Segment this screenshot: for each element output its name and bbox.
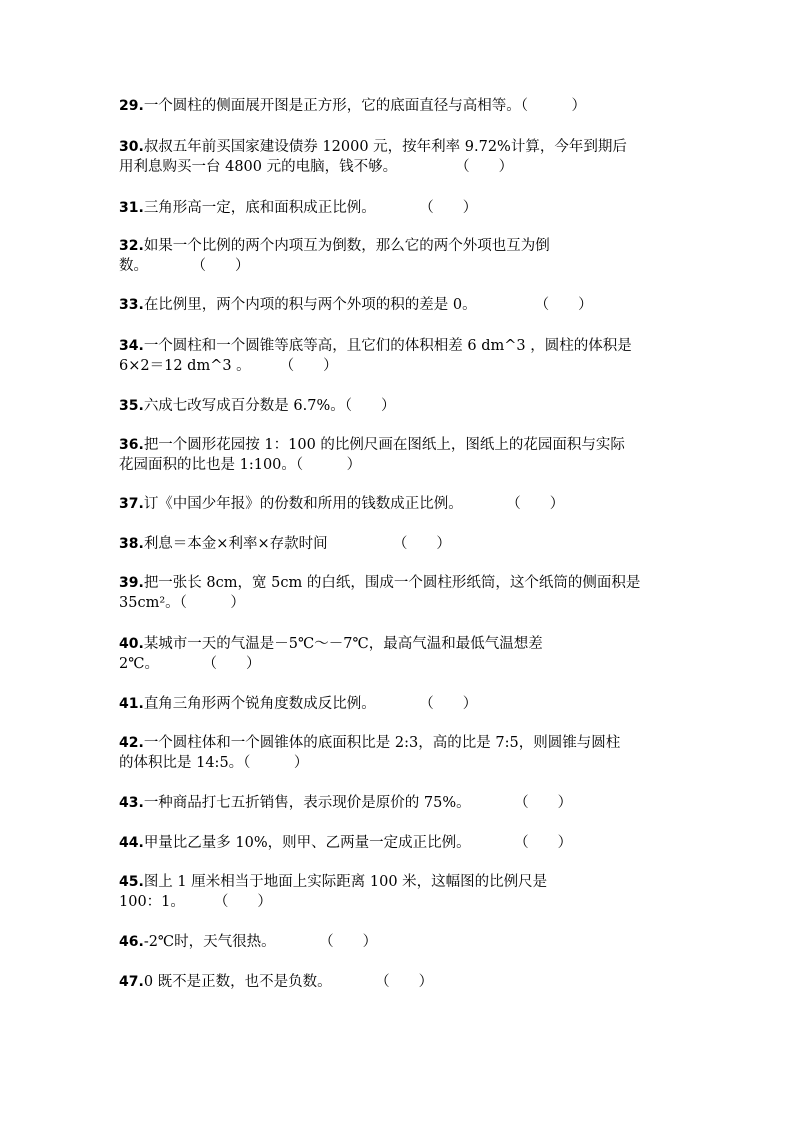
question-33	[119, 295, 679, 315]
question-number: 33.	[119, 297, 144, 313]
question-number: 36.	[119, 437, 144, 453]
question-text: 某城市一天的气温是－5℃～－7℃，最高气温和最低气温想差	[143, 636, 543, 652]
question-text: 如果一个比例的两个内项互为倒数，那么它的两个外项也互为倒	[143, 238, 550, 254]
question-text-continued: 6×2＝12 dm^3 。 （ ）	[119, 358, 338, 374]
question-text-continued: 数。 （ ）	[119, 258, 250, 274]
question-44	[119, 833, 679, 853]
question-29	[119, 96, 679, 116]
question-text-continued: 2℃。 （ ）	[119, 656, 261, 672]
question-42	[119, 733, 679, 773]
question-number: 29.	[119, 98, 144, 114]
question-text-continued: 用利息购买一台 4800 元的电脑，钱不够。 （ ）	[119, 159, 514, 175]
question-text: 图上 1 厘米相当于地面上实际距离 100 米，这幅图的比例尺是	[143, 874, 548, 890]
question-number: 43.	[119, 795, 144, 811]
question-40	[119, 634, 679, 674]
question-text: 一个圆柱体和一个圆锥体的底面积比是 2:3，高的比是 7:5，则圆锥与圆柱	[143, 735, 621, 751]
question-number: 35.	[119, 398, 144, 414]
question-37	[119, 494, 679, 514]
question-number: 37.	[119, 496, 144, 512]
question-text: 在比例里，两个内项的积与两个外项的积的差是 0。 （ ）	[143, 297, 593, 313]
question-number: 47.	[119, 974, 144, 990]
question-35	[119, 396, 679, 416]
question-34	[119, 336, 679, 376]
question-41	[119, 694, 679, 714]
question-number: 32.	[119, 238, 144, 254]
question-number: 40.	[119, 636, 144, 652]
question-number: 46.	[119, 934, 144, 950]
question-text: 直角三角形两个锐角度数成反比例。 （ ）	[143, 696, 478, 712]
question-number: 38.	[119, 536, 144, 552]
question-text: 把一个圆形花园按 1：100 的比例尺画在图纸上，图纸上的花园面积与实际	[143, 437, 625, 453]
question-38	[119, 534, 679, 554]
question-number: 34.	[119, 338, 144, 354]
question-number: 42.	[119, 735, 144, 751]
question-text: 一种商品打七五折销售，表示现价是原价的 75%。 （ ）	[143, 795, 573, 811]
question-39	[119, 573, 679, 613]
question-47	[119, 972, 679, 992]
question-36	[119, 435, 679, 475]
question-text: 订《中国少年报》的份数和所用的钱数成正比例。 （ ）	[143, 496, 565, 512]
question-43	[119, 793, 679, 813]
question-text-continued: 100：1。 （ ）	[119, 894, 272, 910]
question-45	[119, 872, 679, 912]
question-32	[119, 236, 679, 276]
question-number: 31.	[119, 200, 144, 216]
question-text: 叔叔五年前买国家建设债券 12000 元，按年利率 9.72%计算，今年到期后	[143, 139, 627, 155]
question-text: 一个圆柱的侧面展开图是正方形，它的底面直径与高相等。（ ）	[143, 98, 587, 114]
question-text: 三角形高一定，底和面积成正比例。 （ ）	[143, 200, 478, 216]
question-text-continued: 花园面积的比也是 1:100。（ ）	[119, 457, 362, 473]
question-text: -2℃时，天气很热。 （ ）	[143, 934, 378, 950]
question-number: 44.	[119, 835, 144, 851]
question-text: 0 既不是正数，也不是负数。 （ ）	[143, 974, 434, 990]
question-31	[119, 198, 679, 218]
question-number: 39.	[119, 575, 144, 591]
question-number: 30.	[119, 139, 144, 155]
question-number: 41.	[119, 696, 144, 712]
question-text: 六成七改写成百分数是 6.7%。（ ）	[143, 398, 396, 414]
question-30	[119, 137, 679, 177]
question-text-continued: 的体积比是 14:5。（ ）	[119, 755, 309, 771]
question-text: 把一张长 8cm，宽 5cm 的白纸，围成一个圆柱形纸筒，这个纸筒的侧面积是	[143, 575, 641, 591]
question-number: 45.	[119, 874, 144, 890]
question-text: 利息＝本金×利率×存款时间 （ ）	[143, 536, 451, 552]
question-text: 一个圆柱和一个圆锥等底等高，且它们的体积相差 6 dm^3 ，圆柱的体积是	[143, 338, 632, 354]
question-46	[119, 932, 679, 952]
question-text: 甲量比乙量多 10%，则甲、乙两量一定成正比例。 （ ）	[143, 835, 573, 851]
question-text-continued: 35cm²。（ ）	[119, 595, 245, 611]
